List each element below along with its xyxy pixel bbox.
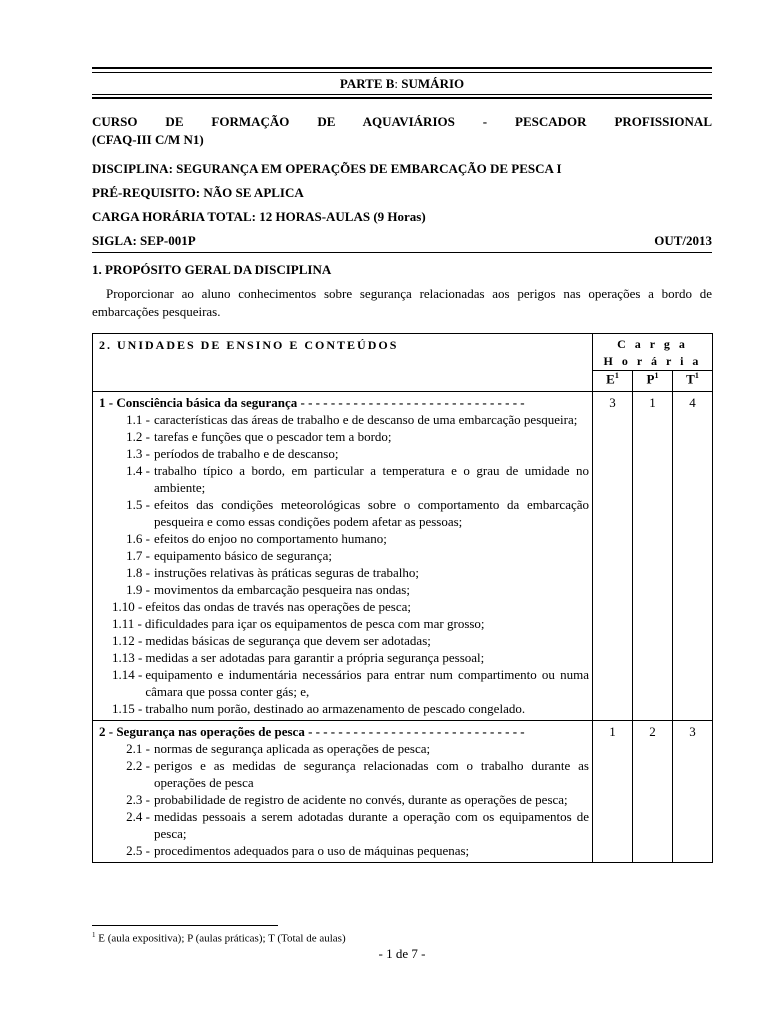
purpose-text: Proporcionar ao aluno conhecimentos sobre segurança relacionadas aos perigos nas operações a bordo de embarcações pesqueiras. xyxy=(92,286,712,319)
unit-hours-p: 2 xyxy=(633,721,673,863)
item-number: 2.1 - xyxy=(126,741,150,756)
purpose-heading: 1. PROPÓSITO GERAL DA DISCIPLINA xyxy=(92,262,332,277)
header-rule-bottom-thin xyxy=(92,94,712,95)
item-text: equipamento e indumentária necessários para entrar num compartimento ou numa câmara que possa conter gás; e, xyxy=(145,667,589,699)
list-item xyxy=(99,411,589,428)
unit-hours-e: 1 xyxy=(593,721,633,863)
code-line xyxy=(92,233,712,249)
item-text: trabalho num porão, destinado ao armazenamento de pescado congelado. xyxy=(145,701,526,716)
part-title: PARTE B: SUMÁRIO xyxy=(339,76,465,91)
list-item xyxy=(99,615,589,632)
course-code: SIGLA: SEP-001P xyxy=(92,233,196,248)
item-number: 1.11 - xyxy=(112,616,142,631)
item-number: 1.4 - xyxy=(126,463,150,478)
item-number: 1.13 - xyxy=(112,650,143,665)
course-date: OUT/2013 xyxy=(654,233,712,248)
list-item xyxy=(99,700,589,717)
unit-hours-p: 1 xyxy=(633,392,673,721)
unit-hours-e: 3 xyxy=(593,392,633,721)
list-item xyxy=(99,581,589,598)
list-item xyxy=(99,530,589,547)
unit-item-list xyxy=(99,740,589,859)
item-number: 1.15 - xyxy=(112,701,143,716)
header-rule-bottom xyxy=(92,97,712,99)
list-item xyxy=(99,757,589,791)
workload-line: CARGA HORÁRIA TOTAL: 12 HORAS-AULAS (9 Horas) xyxy=(92,209,426,224)
header-rule-top-thin xyxy=(92,72,712,73)
unit-content xyxy=(93,392,593,721)
footnote: $^1$ E (aula expositiva); P (aulas práticas); T (Total de aulas) xyxy=(92,931,346,945)
unit-row-2 xyxy=(93,721,713,863)
column-e: $E^1$ xyxy=(593,371,633,392)
item-text: características das áreas de trabalho e de descanso de uma embarcação pesqueira; xyxy=(154,412,578,427)
item-text: trabalho típico a bordo, em particular a temperatura e o grau de umidade no ambiente; xyxy=(154,463,589,495)
item-text: procedimentos adequados para o uso de máquinas pequenas; xyxy=(154,843,470,858)
list-item xyxy=(99,649,589,666)
unit-title: 2 - Segurança nas operações de pesca - - - - - - - - - - - - - - - - - - - - - - - - - - - - - xyxy=(99,724,525,739)
column-p: $P^1$ xyxy=(633,371,673,392)
item-number: 1.3 - xyxy=(126,446,150,461)
column-t: $T^1$ xyxy=(673,371,713,392)
item-text: medidas a ser adotadas para garantir a própria segurança pessoal; xyxy=(145,650,485,665)
unit-hours-t: 4 xyxy=(673,392,713,721)
header-rule-top xyxy=(92,67,712,69)
list-item xyxy=(99,791,589,808)
list-item xyxy=(99,842,589,859)
list-item xyxy=(99,547,589,564)
item-text: equipamento básico de segurança; xyxy=(154,548,332,563)
unit-content xyxy=(93,721,593,863)
item-number: 1.12 - xyxy=(112,633,143,648)
item-number: 1.5 - xyxy=(126,497,150,512)
unit-item-list xyxy=(99,411,589,717)
unit-hours-t: 3 xyxy=(673,721,713,863)
discipline-line: DISCIPLINA: SEGURANÇA EM OPERAÇÕES DE EMBARCAÇÃO DE PESCA I xyxy=(92,161,562,176)
unit-title: 1 - Consciência básica da segurança - - - - - - - - - - - - - - - - - - - - - - - - - - - - - - xyxy=(99,395,525,410)
item-number: 2.4 - xyxy=(126,809,150,824)
item-text: instruções relativas às práticas seguras de trabalho; xyxy=(154,565,419,580)
item-number: 1.14 - xyxy=(112,667,143,682)
list-item xyxy=(99,598,589,615)
list-item xyxy=(99,808,589,842)
item-number: 1.10 - xyxy=(112,599,143,614)
course-title: CURSO DE FORMAÇÃO DE AQUAVIÁRIOS - PESCADOR PROFISSIONAL (CFAQ-III C/M N1) xyxy=(92,114,712,147)
item-text: medidas básicas de segurança que devem ser adotadas; xyxy=(145,633,431,648)
item-text: efeitos das condições meteorológicas sobre o comportamento da embarcação pesqueira e como essas condições podem afetar as pessoas; xyxy=(154,497,589,529)
page-number: - 1 de 7 - xyxy=(378,946,426,961)
list-item xyxy=(99,462,589,496)
units-table xyxy=(92,333,713,863)
item-number: 1.2 - xyxy=(126,429,150,444)
item-number: 1.6 - xyxy=(126,531,150,546)
list-item xyxy=(99,666,589,700)
list-item xyxy=(99,428,589,445)
list-item xyxy=(99,496,589,530)
item-number: 2.2 - xyxy=(126,758,150,773)
units-table-heading: 2. UNIDADES DE ENSINO E CONTEÚDOS xyxy=(93,334,593,392)
item-text: efeitos das ondas de través nas operações de pesca; xyxy=(145,599,412,614)
item-number: 1.1 - xyxy=(126,412,150,427)
item-number: 1.9 - xyxy=(126,582,150,597)
list-item xyxy=(99,632,589,649)
prerequisite-line: PRÉ-REQUISITO: NÃO SE APLICA xyxy=(92,185,304,200)
item-text: perigos e as medidas de segurança relacionadas com o trabalho durante as operações de pesca xyxy=(154,758,589,790)
workload-column-heading: C a r g a H o r á r i a xyxy=(593,334,713,371)
list-item xyxy=(99,564,589,581)
item-text: movimentos da embarcação pesqueira nas ondas; xyxy=(154,582,410,597)
list-item xyxy=(99,445,589,462)
item-text: dificuldades para içar os equipamentos de pesca com mar grosso; xyxy=(144,616,485,631)
item-number: 2.5 - xyxy=(126,843,150,858)
item-text: normas de segurança aplicada as operações de pesca; xyxy=(154,741,431,756)
item-text: probabilidade de registro de acidente no convés, durante as operações de pesca; xyxy=(154,792,568,807)
item-number: 1.8 - xyxy=(126,565,150,580)
footnote-rule xyxy=(92,925,278,926)
item-number: 1.7 - xyxy=(126,548,150,563)
item-text: períodos de trabalho e de descanso; xyxy=(154,446,339,461)
item-text: efeitos do enjoo no comportamento humano; xyxy=(154,531,387,546)
list-item xyxy=(99,740,589,757)
item-number: 2.3 - xyxy=(126,792,150,807)
item-text: medidas pessoais a serem adotadas durante a operação com os equipamentos de pesca; xyxy=(154,809,589,841)
unit-row-1 xyxy=(93,392,713,721)
item-text: tarefas e funções que o pescador tem a bordo; xyxy=(154,429,392,444)
code-rule xyxy=(92,252,712,253)
